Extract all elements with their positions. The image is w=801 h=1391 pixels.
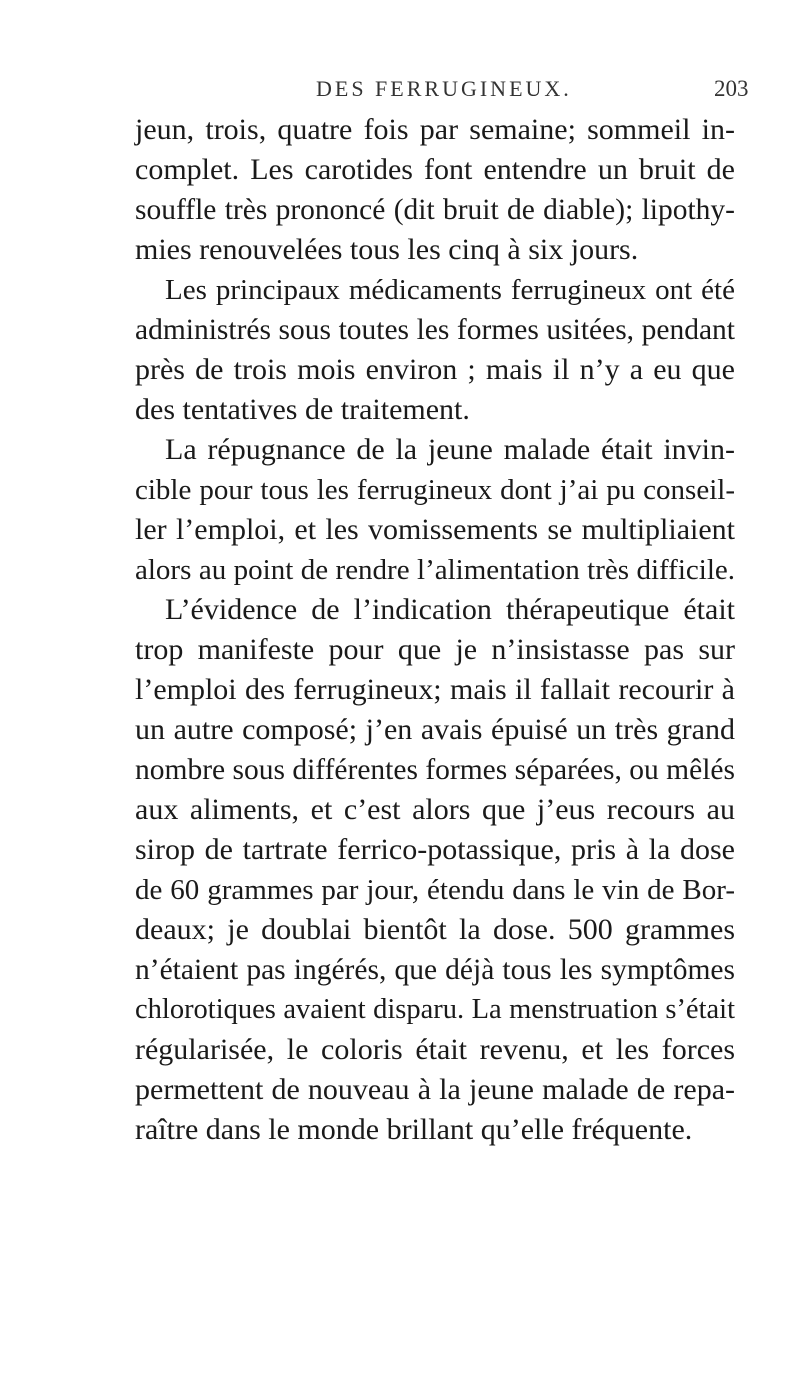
text-line: de 60 grammes par jour, étendu dans le vin de Bor-	[135, 874, 735, 906]
text-line: souffle très prononcé (dit bruit de diable); lipothy-	[135, 194, 735, 226]
page-number: 203	[714, 76, 749, 101]
text-line: aux aliments, et c’est alors que j’eus recours au	[135, 793, 735, 826]
text-line: mies renouvelées tous les cinq à six jours.	[135, 233, 639, 266]
body-text	[135, 110, 735, 1150]
text-line: sirop de tartrate ferrico-potassique, pris à la dose	[135, 833, 735, 866]
text-line: trop manifeste pour que je n’insistasse pas sur	[135, 633, 735, 666]
text-line: Les principaux médicaments ferrugineux ont été	[165, 274, 735, 306]
text-line: raître dans le monde brillant qu’elle fréquente.	[135, 1113, 693, 1146]
running-header	[0, 76, 801, 110]
text-line: près de trois mois environ ; mais il n’y a eu que	[135, 353, 735, 386]
text-line: l’emploi des ferrugineux; mais il fallait recourir à	[135, 673, 735, 706]
text-line: permettent de nouveau à la jeune malade de repa-	[135, 1073, 735, 1106]
text-line: jeun, trois, quatre fois par semaine; sommeil in-	[135, 113, 735, 146]
text-line: deaux; je doublai bientôt la dose. 500 grammes	[135, 913, 735, 946]
text-line: cible pour tous les ferrugineux dont j’ai pu conseil-	[135, 474, 735, 506]
text-line: un autre composé; j’en avais épuisé un très grand	[135, 713, 735, 746]
text-line: n’étaient pas ingérés, que déjà tous les symptômes	[135, 954, 735, 986]
text-line: L’évidence de l’indication thérapeutique était	[165, 593, 735, 626]
text-line: chlorotiques avaient disparu. La menstruation s’était	[135, 994, 735, 1025]
text-line: La répugnance de la jeune malade était invin-	[165, 433, 735, 466]
text-line: complet. Les carotides font entendre un bruit de	[135, 153, 735, 186]
running-title: DES FERRUGINEUX.	[316, 76, 572, 101]
text-line: des tentatives de traitement.	[135, 393, 470, 426]
text-line: administrés sous toutes les formes usitées, pendant	[135, 314, 735, 346]
text-line: alors au point de rendre l’alimentation très difficile.	[135, 554, 735, 586]
text-line: régularisée, le coloris était revenu, et les forces	[135, 1033, 735, 1066]
text-line: ler l’emploi, et les vomissements se multipliaient	[135, 513, 735, 546]
text-line: nombre sous différentes formes séparées, ou mêlés	[135, 754, 735, 786]
